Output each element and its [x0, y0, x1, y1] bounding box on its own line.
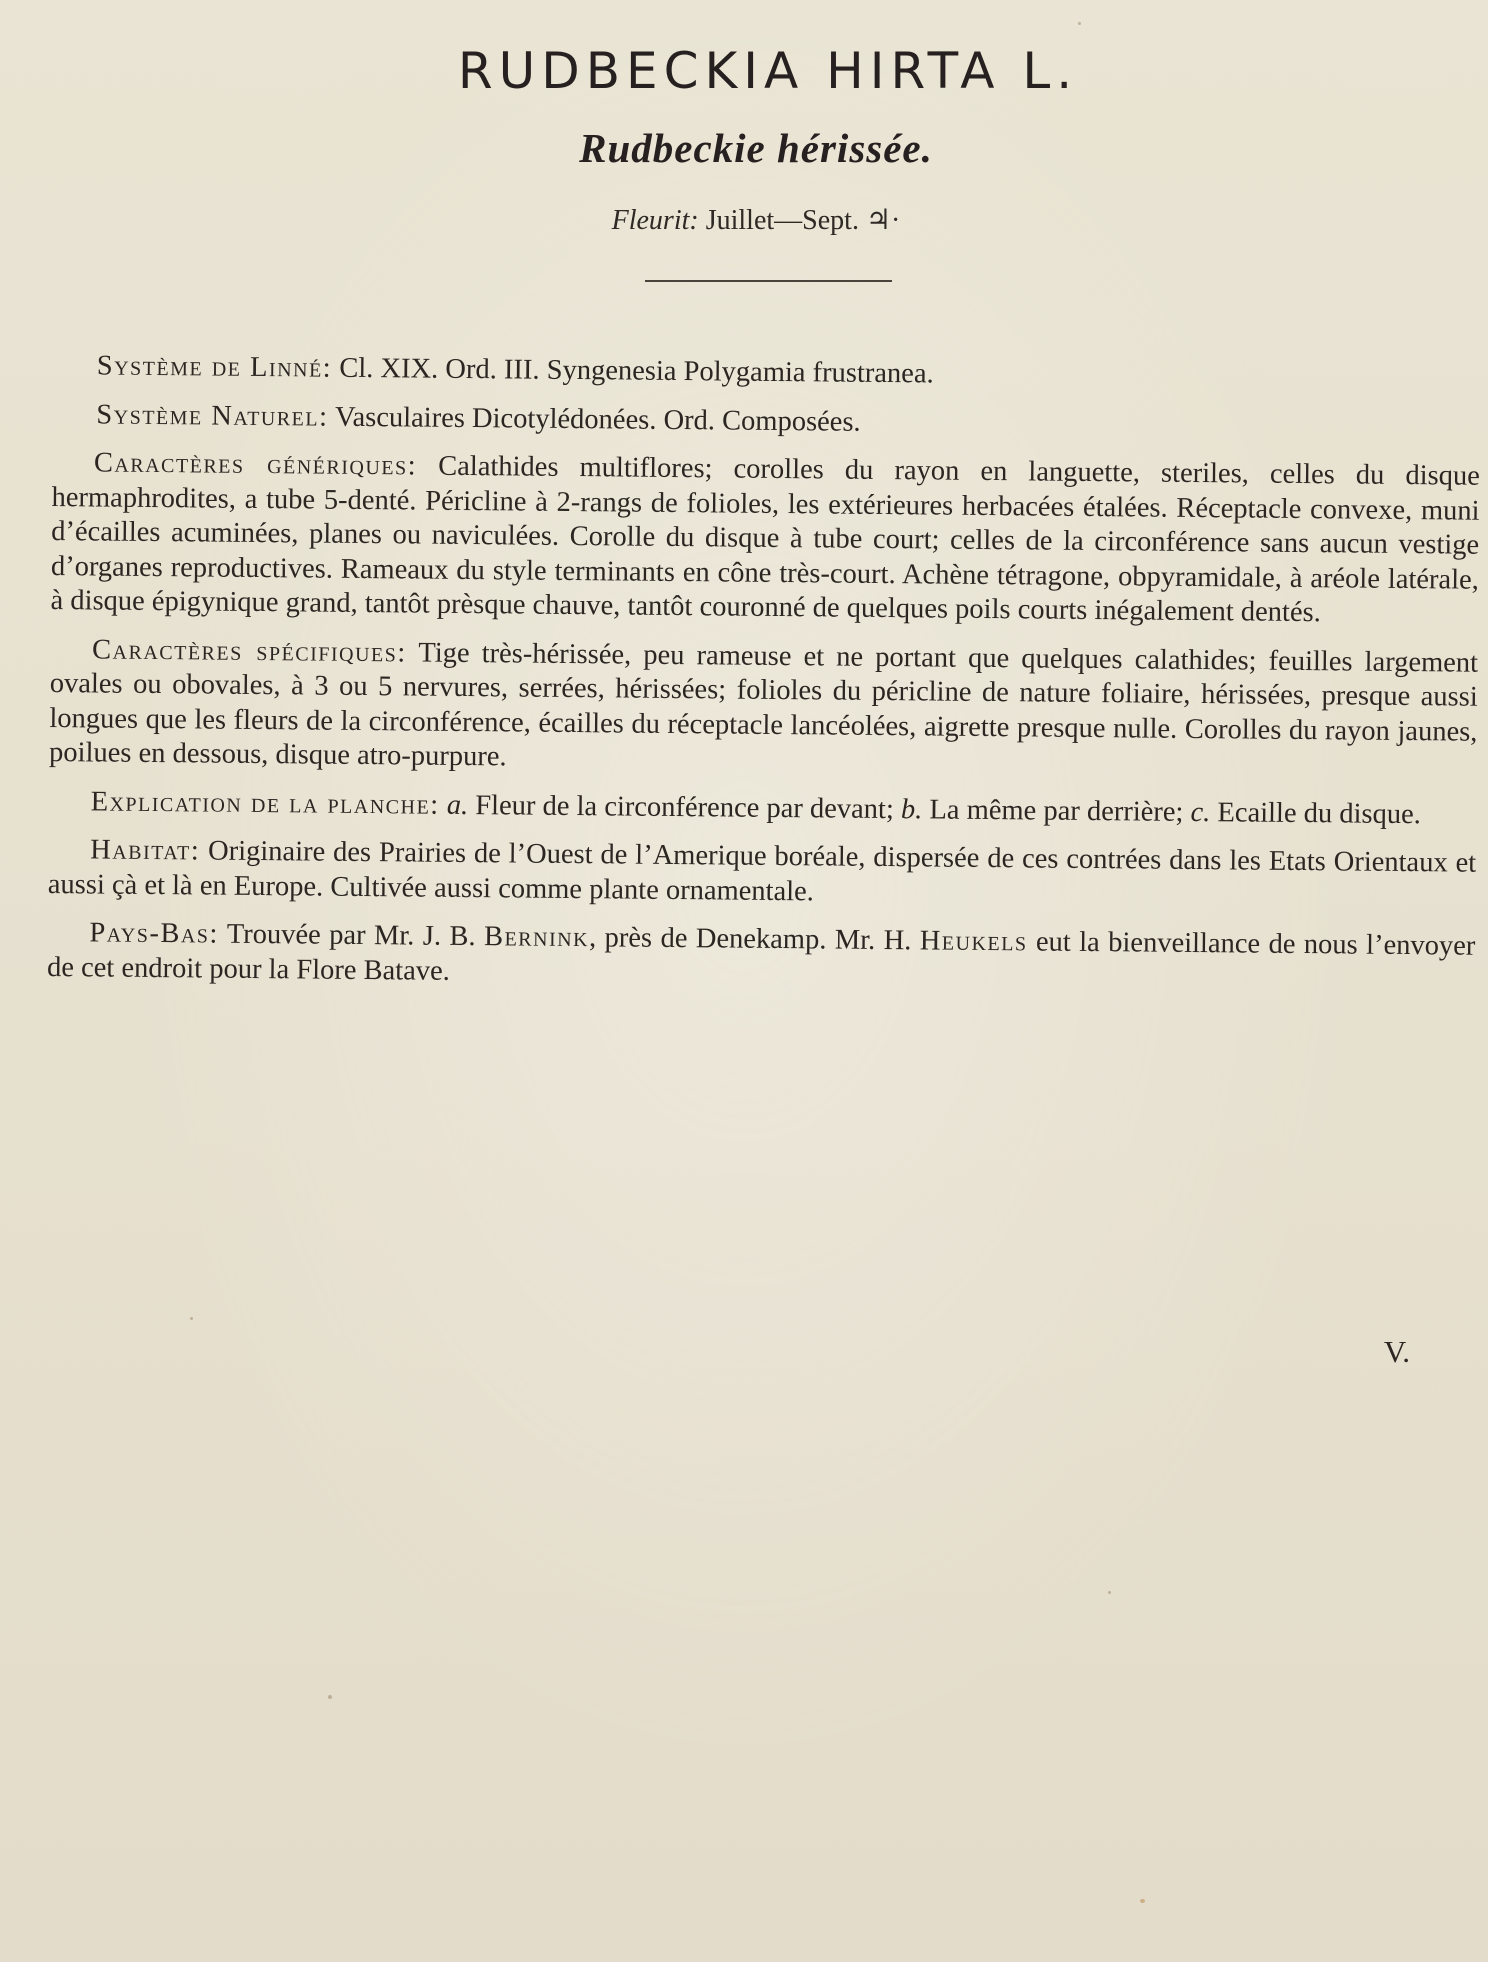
section-text-part: La même par derrière; — [922, 793, 1191, 828]
description-body — [47, 349, 1481, 1013]
section-netherlands — [47, 916, 1476, 999]
section-text-part: , près de Denekamp. Mr. H. — [588, 922, 920, 957]
paper-speck — [328, 1695, 332, 1699]
section-text-part: a. — [439, 789, 469, 821]
paper-speck — [1108, 1591, 1111, 1594]
section-text: Cl. XIX. Ord. III. Syngenesia Polygamia frustranea. — [332, 352, 934, 390]
section-label: Système Naturel: — [96, 398, 329, 433]
section-text: Calathides multiflores; corolles du rayon en languette, steriles, celles du disque hermaphrodites, a tube 5-denté. Péricline à 2-rangs de folioles, les extérieures herbacées étalées. Réceptacle convexe, muni d’écailles acuminées, planes ou naviculées. Corolle du disque à tube court; celles de la circonférence sans aucun vestige d’organes reproductives. Rameaux du style terminants en cône très-court. Achène tétragone, obpyramidale, à aréole latérale, à disque épigynique grand, tantôt prèsque chauve, tantôt couronné de quelques poils courts inégalement dentés. — [50, 450, 1481, 629]
section-label: Pays-Bas: — [89, 917, 220, 950]
section-text: Tige très-hérissée, peu rameuse et ne portant que quelques calathides; feuilles largement ovales ou obovales, à 3 ou 5 nervures, serrées, hérissées; folioles du péricline de nature foliaire, hérissées, presque aussi longues que les fleurs de la circonférence, écailles du réceptacle lancéolées, aigrette presque nulle. Corolles du rayon jaunes, poilues en dessous, disque atro-purpure. — [48, 636, 1479, 773]
section-label: Système de Linné: — [96, 350, 333, 384]
section-text: Originaire des Prairies de l’Ouest de l’Amerique boréale, dispersée de ces contrées dans les Etats Orientaux et aussi çà et là en Europe. Cultivée aussi comme plante ornamentale. — [47, 835, 1477, 907]
section-text-part: Fleur de la circonférence par devant; — [468, 789, 902, 825]
flowering-label: Fleurit: — [611, 205, 699, 236]
section-linnean-system — [53, 349, 1481, 397]
section-text-part: Ecaille du disque. — [1210, 796, 1422, 830]
section-label: Habitat: — [90, 834, 201, 867]
section-text-part: Trouvée par Mr. J. B. — [218, 918, 485, 953]
flowering-line — [0, 203, 1488, 237]
section-label: Caractères spécifiques: — [91, 633, 407, 668]
section-text: Vasculaires Dicotylédonées. Ord. Composées. — [328, 401, 861, 438]
section-habitat — [48, 833, 1477, 916]
section-generic-characters — [50, 446, 1480, 632]
sender-name: Heukels — [919, 925, 1028, 958]
page-subtitle: Rudbeckie hérissée. — [579, 125, 933, 171]
section-text-part: eut la bienveillance de nous l’envoyer de cet endroit pour la Flore Batave. — [46, 926, 1476, 987]
section-plate-explanation — [48, 784, 1476, 832]
author-signature: V. — [1383, 1334, 1410, 1369]
page-title: RUDBECKIA HIRTA L. — [457, 42, 1079, 100]
section-specific-characters — [49, 632, 1478, 784]
flowering-value: Juillet—Sept. ♃· — [698, 205, 901, 236]
paper-speck — [190, 1317, 193, 1320]
paper-speck — [1078, 22, 1081, 25]
section-label: Explication de la planche: — [90, 785, 440, 821]
title-divider — [645, 280, 892, 282]
section-natural-system — [52, 397, 1480, 445]
collector-name: Bernink — [483, 921, 590, 954]
section-label: Caractères génériques: — [93, 447, 418, 482]
section-text-part: b. — [900, 793, 923, 825]
section-text-part: c. — [1190, 796, 1211, 828]
paper-speck — [1140, 1899, 1145, 1903]
